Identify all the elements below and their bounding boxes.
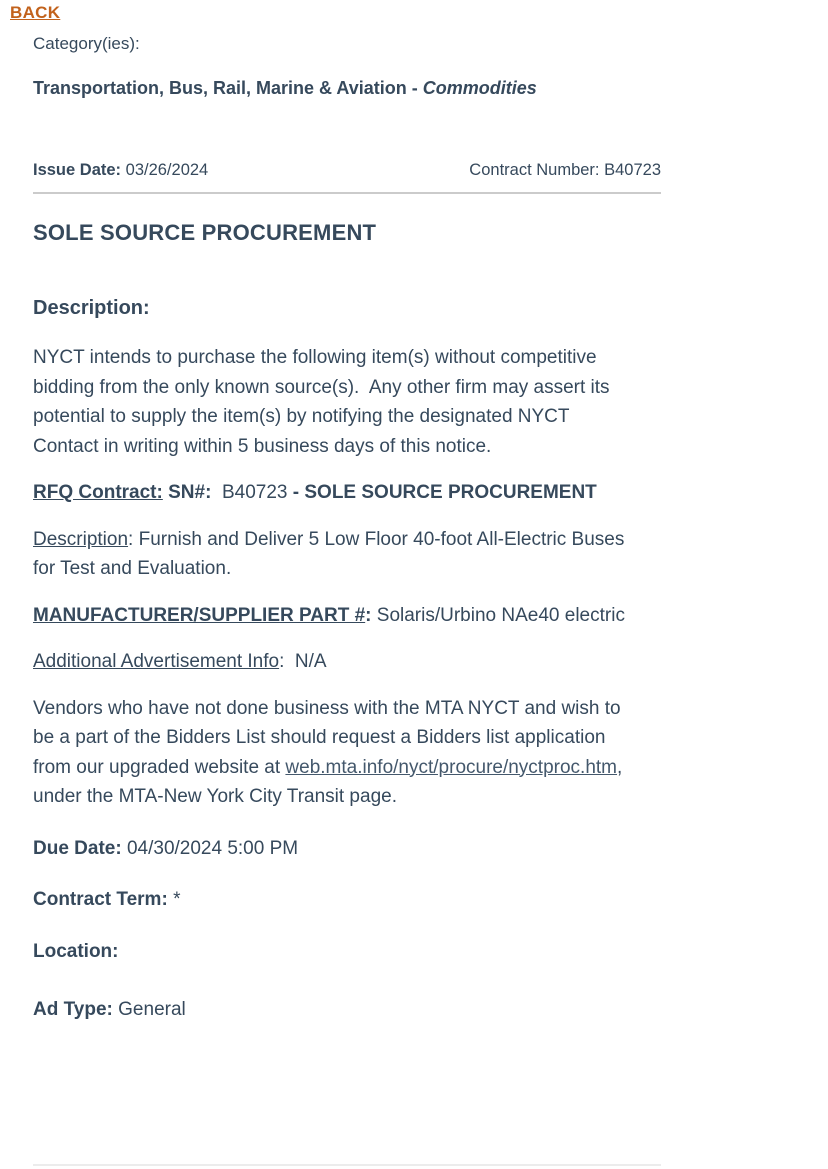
contract-number — [469, 161, 661, 180]
ad-type-label: Ad Type: — [33, 999, 113, 1020]
manufacturer-value: Solaris/Urbino NAe40 electric — [376, 604, 625, 626]
category-value-commodities: Commodities — [422, 78, 537, 98]
bottom-divider — [33, 1164, 661, 1166]
description-heading: Description: — [33, 297, 150, 319]
bidders-list-link[interactable]: web.mta.info/nyct/procure/nyctproc.htm — [285, 756, 618, 778]
item-description-text: : Furnish and Deliver 5 Low Floor 40-foot All-Electric Buses for Test and Evaluation. — [33, 528, 630, 579]
description-paragraph: NYCT intends to purchase the following item(s) without competitive bidding from the only known source(s). Any other firm may assert its potential to supply the item(s) by notifying the designated NYCT Contact in writing within 5 business days of this notice. — [33, 347, 615, 457]
header-divider — [33, 192, 661, 194]
ad-type-line — [33, 995, 633, 1025]
meta-row — [33, 161, 661, 180]
additional-info-label: Additional Advertisement Info — [33, 651, 280, 672]
additional-info-value: : N/A — [279, 651, 327, 672]
manufacturer-line — [33, 601, 633, 631]
item-description-label: Description — [33, 528, 129, 550]
contract-term-line — [33, 885, 633, 915]
back-link[interactable]: BACK — [10, 3, 61, 22]
category-value — [33, 78, 633, 99]
page-title: SOLE SOURCE PROCUREMENT — [33, 220, 377, 245]
category-label: Category(ies): — [33, 34, 140, 53]
location-line — [33, 937, 633, 967]
ad-type-value: General — [118, 999, 186, 1020]
additional-info-line — [33, 647, 633, 677]
vendors-text-before: Vendors who have not done business with the MTA NYCT and wish to be a part of the Bidders List should request a Bidders list application from our upgraded website at — [33, 697, 626, 778]
contract-term-label: Contract Term: — [33, 889, 168, 910]
manufacturer-colon: : — [365, 604, 372, 626]
manufacturer-label: MANUFACTURER/SUPPLIER PART # — [33, 604, 366, 626]
rfq-contract-line — [33, 478, 633, 508]
location-label: Location: — [33, 940, 119, 962]
category-value-main: Transportation, Bus, Rail, Marine & Aviation - — [33, 78, 423, 98]
notice-content — [33, 34, 661, 1025]
due-date-value: 04/30/2024 5:00 PM — [126, 837, 299, 859]
contract-number-label: Contract Number: — [469, 161, 600, 179]
due-date-line — [33, 834, 633, 864]
rfq-contract-label: RFQ Contract: — [33, 482, 163, 503]
rfq-sn-label: SN#: — [168, 482, 212, 503]
vendors-text-after: , under the MTA-New York City Transit page. — [33, 756, 628, 807]
issue-date-label: Issue Date: — [33, 161, 122, 179]
rfq-suffix: - SOLE SOURCE PROCUREMENT — [292, 482, 597, 503]
item-description-line — [33, 525, 633, 584]
rfq-sn-value: B40723 — [221, 482, 288, 503]
issue-date — [33, 161, 208, 180]
contract-number-value: B40723 — [604, 161, 661, 179]
due-date-label: Due Date: — [33, 837, 122, 859]
contract-term-value: * — [173, 889, 181, 910]
vendors-paragraph — [33, 694, 633, 812]
issue-date-value: 03/26/2024 — [125, 161, 209, 179]
